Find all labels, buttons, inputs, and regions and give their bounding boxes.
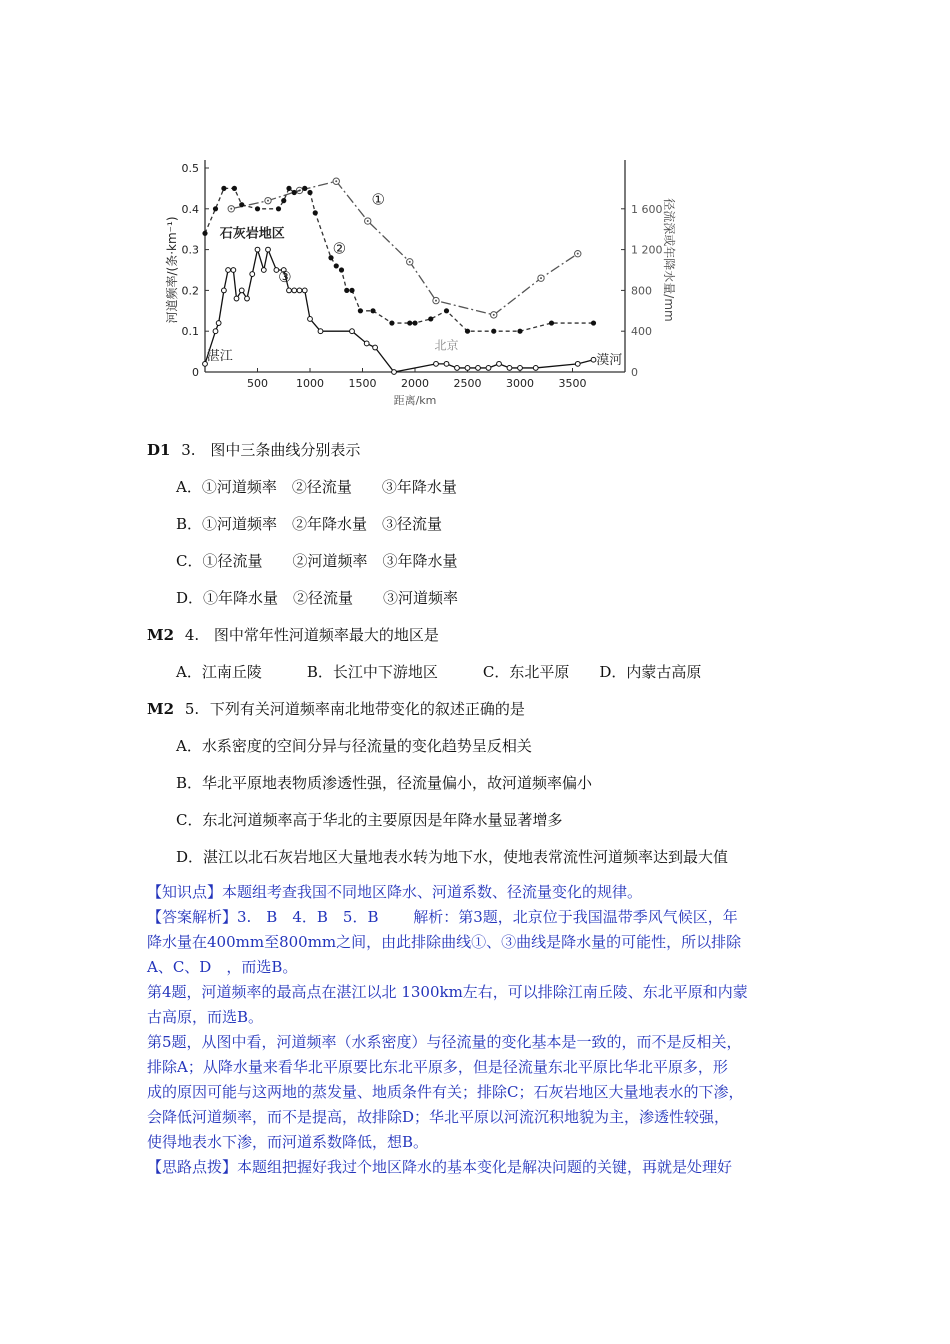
series-3-point — [261, 268, 266, 273]
option-3b[interactable]: B．①河道频率 ②年降水量 ③径流量 — [176, 515, 443, 533]
series-2-point — [591, 320, 596, 325]
question-5 — [147, 698, 525, 719]
series-2-point — [281, 198, 286, 203]
analysis-line: A、C、D ，而选B。 — [147, 958, 298, 976]
series-3-point — [575, 361, 580, 366]
series-2-point — [302, 186, 307, 191]
series-3-point — [318, 329, 323, 334]
question-stem: 图中三条曲线分别表示 — [210, 441, 361, 459]
question-number: 3. — [181, 441, 196, 459]
series-2-point — [255, 206, 260, 211]
option-4[interactable]: A．江南丘陵 B．长江中下游地区 C．东北平原 D．内蒙古高原 — [176, 663, 702, 681]
annotation-curve-3: ③ — [278, 268, 292, 287]
series-3-point — [250, 272, 255, 277]
question-number: 5. — [184, 700, 200, 718]
y-left-tick-label: 0.2 — [181, 284, 199, 298]
analysis-line: 第4题，河道频率的最高点在湛江以北 1300km左右，可以排除江南丘陵、东北平原和内蒙 — [147, 983, 748, 1001]
series-2-point — [370, 308, 375, 313]
series-3-point — [222, 288, 227, 293]
series-3-point — [231, 268, 236, 273]
series-2-point — [444, 308, 449, 313]
option-3c[interactable]: C．①径流量 ②河道频率 ③年降水量 — [176, 552, 458, 570]
series-line-2 — [205, 188, 594, 331]
series-3-point — [213, 329, 218, 334]
question-code: M2 — [147, 700, 175, 718]
series-3-point — [245, 296, 250, 301]
y-left-tick-label: 0.4 — [181, 202, 199, 216]
series-3-point — [591, 357, 596, 362]
series-2-point — [286, 186, 291, 191]
series-3-point — [255, 247, 260, 252]
x-tick-label: 2500 — [453, 377, 482, 390]
analysis-line: 古高原，而选B。 — [147, 1008, 264, 1026]
question-number: 4. — [184, 626, 200, 644]
series-2-point — [428, 316, 433, 321]
series-3-point — [486, 366, 491, 371]
analysis-line: 排除A；从降水量来看华北平原要比东北平原多，但是径流量东北平原比华北平原多，形 — [147, 1058, 728, 1076]
series-3-point — [226, 268, 231, 273]
chart-axes — [205, 160, 625, 372]
series-3-point — [292, 288, 297, 293]
series-3-point — [364, 341, 369, 346]
series-3-point — [350, 329, 355, 334]
series-2-point — [292, 190, 297, 195]
question-code: M2 — [147, 626, 175, 644]
y-right-tick-label: 1 600 — [631, 202, 663, 216]
y-right-tick-label: 1 200 — [631, 243, 663, 257]
series-2-point — [549, 320, 554, 325]
annotation-curve-1: ① — [371, 190, 385, 209]
question-stem: 下列有关河道频率南北地带变化的叙述正确的是 — [209, 700, 525, 718]
analysis-line: 使得地表水下渗，而河道系数降低，想B。 — [147, 1133, 429, 1151]
y-right-tick-label: 0 — [631, 366, 638, 379]
series-3-point — [518, 366, 523, 371]
series-2-point — [491, 329, 496, 334]
series-3-point — [434, 361, 439, 366]
option-5a[interactable]: A．水系密度的空间分异与径流量的变化趋势呈反相关 — [176, 737, 532, 755]
series-2-point — [465, 329, 470, 334]
analysis-line: 【答案解析】3. B 4．B 5．B 解析：第3题，北京位于我国温带季风气候区，年 — [147, 908, 738, 926]
option-5c[interactable]: C．东北河道频率高于华北的主要原因是年降水量显著增多 — [176, 811, 563, 829]
y-left-tick-label: 0.5 — [181, 162, 199, 175]
series-1-point-center — [577, 253, 579, 255]
annotation-mohe: 漠河 — [596, 352, 623, 368]
question-4 — [147, 624, 439, 645]
x-tick-label: 3000 — [506, 377, 534, 390]
option-3a[interactable]: A．①河道频率 ②径流量 ③年降水量 — [176, 478, 457, 496]
x-tick-label: 500 — [247, 377, 268, 390]
series-2-point — [517, 329, 522, 334]
series-1-point-center — [367, 220, 369, 222]
series-3-point — [444, 361, 449, 366]
series-2-point — [349, 288, 354, 293]
annotation-limestone: 石灰岩地区 — [219, 226, 285, 242]
x-tick-label: 2000 — [401, 377, 429, 390]
series-2-point — [239, 202, 244, 207]
series-2-point — [344, 288, 349, 293]
x-axis-title: 距离/km — [393, 394, 437, 407]
analysis-line: 降水量在400mm至800mm之间，由此排除曲线①、③曲线是降水量的可能性，所以排除 — [147, 933, 742, 951]
series-1-point-center — [435, 300, 437, 302]
option-5b[interactable]: B．华北平原地表物质渗透性强，径流量偏小，故河道频率偏小 — [176, 774, 593, 792]
series-2-point — [412, 320, 417, 325]
series-3-point — [465, 366, 470, 371]
series-2-point — [307, 190, 312, 195]
analysis-line: 会降低河道频率，而不是提高，故排除D；华北平原以河流沉积地貌为主，渗透性较强， — [147, 1108, 730, 1126]
series-2-point — [232, 186, 237, 191]
analysis-line: 第5题，从图中看，河道频率（水系密度）与径流量的变化基本是一致的，而不是反相关， — [147, 1033, 742, 1051]
series-2-point — [334, 263, 339, 268]
series-2-point — [202, 231, 207, 236]
series-3-point — [234, 296, 239, 301]
y-right-tick-label: 400 — [631, 325, 652, 339]
series-1-point-center — [540, 277, 542, 279]
series-3-point — [287, 288, 292, 293]
annotation-zhanjiang: 湛江 — [206, 348, 233, 364]
y-left-tick-label: 0.3 — [181, 243, 199, 257]
annotation-beijing: 北京 — [434, 338, 459, 353]
series-3-point — [266, 247, 271, 252]
chart-labels — [164, 162, 677, 407]
series-3-point — [308, 317, 313, 322]
series-3-point — [373, 345, 378, 350]
series-1-point-center — [230, 208, 232, 210]
series-1-point-center — [409, 261, 411, 263]
question-code: D1 — [147, 441, 171, 459]
series-1-point-center — [493, 314, 495, 316]
series-2-point — [358, 308, 363, 313]
analysis-line: 成的原因可能与这两地的蒸发量、地质条件有关；排除C；石灰岩地区大量地表水的下渗， — [147, 1083, 744, 1101]
series-1-point-center — [267, 200, 269, 202]
x-tick-label: 1500 — [348, 377, 377, 390]
option-3d[interactable]: D．①年降水量 ②径流量 ③河道频率 — [176, 589, 459, 607]
series-2-point — [407, 320, 412, 325]
series-3-point — [216, 321, 221, 326]
x-tick-label: 3500 — [558, 377, 587, 390]
chart-series — [202, 178, 596, 374]
series-2-point — [389, 320, 394, 325]
y-left-axis-title: 河道频率/(条·km⁻¹) — [165, 216, 179, 324]
series-3-point — [533, 366, 538, 371]
series-1-point-center — [335, 180, 337, 182]
analysis-line: 【思路点拨】本题组把握好我过个地区降水的基本变化是解决问题的关键，再就是处理好 — [147, 1158, 733, 1176]
analysis-line: 【知识点】本题组考查我国不同地区降水、河道系数、径流量变化的规律。 — [147, 883, 643, 901]
series-2-point — [313, 210, 318, 215]
option-5d[interactable]: D．湛江以北石灰岩地区大量地表水转为地下水，使地表常流性河道频率达到最大值 — [176, 848, 729, 866]
x-tick-label: 1000 — [296, 377, 324, 390]
series-2-point — [221, 186, 226, 191]
y-left-tick-label: 0.1 — [181, 325, 199, 339]
series-3-point — [507, 366, 512, 371]
series-3-point — [392, 370, 397, 375]
series-3-point — [297, 288, 302, 293]
question-3 — [147, 439, 360, 460]
series-3-point — [497, 361, 502, 366]
annotation-curve-2: ② — [332, 239, 347, 258]
series-3-point — [476, 366, 481, 371]
question-stem: 图中常年性河道频率最大的地区是 — [213, 626, 439, 644]
series-3-point — [455, 366, 460, 371]
river-frequency-chart — [160, 150, 680, 420]
series-3-point — [239, 288, 244, 293]
series-2-point — [276, 206, 281, 211]
series-3-point — [302, 288, 307, 293]
y-right-tick-label: 800 — [631, 284, 652, 298]
y-right-axis-title: 径流深或年降水量/mm — [662, 198, 676, 322]
series-2-point — [339, 267, 344, 272]
y-left-tick-label: 0 — [192, 366, 199, 379]
series-2-point — [213, 206, 218, 211]
